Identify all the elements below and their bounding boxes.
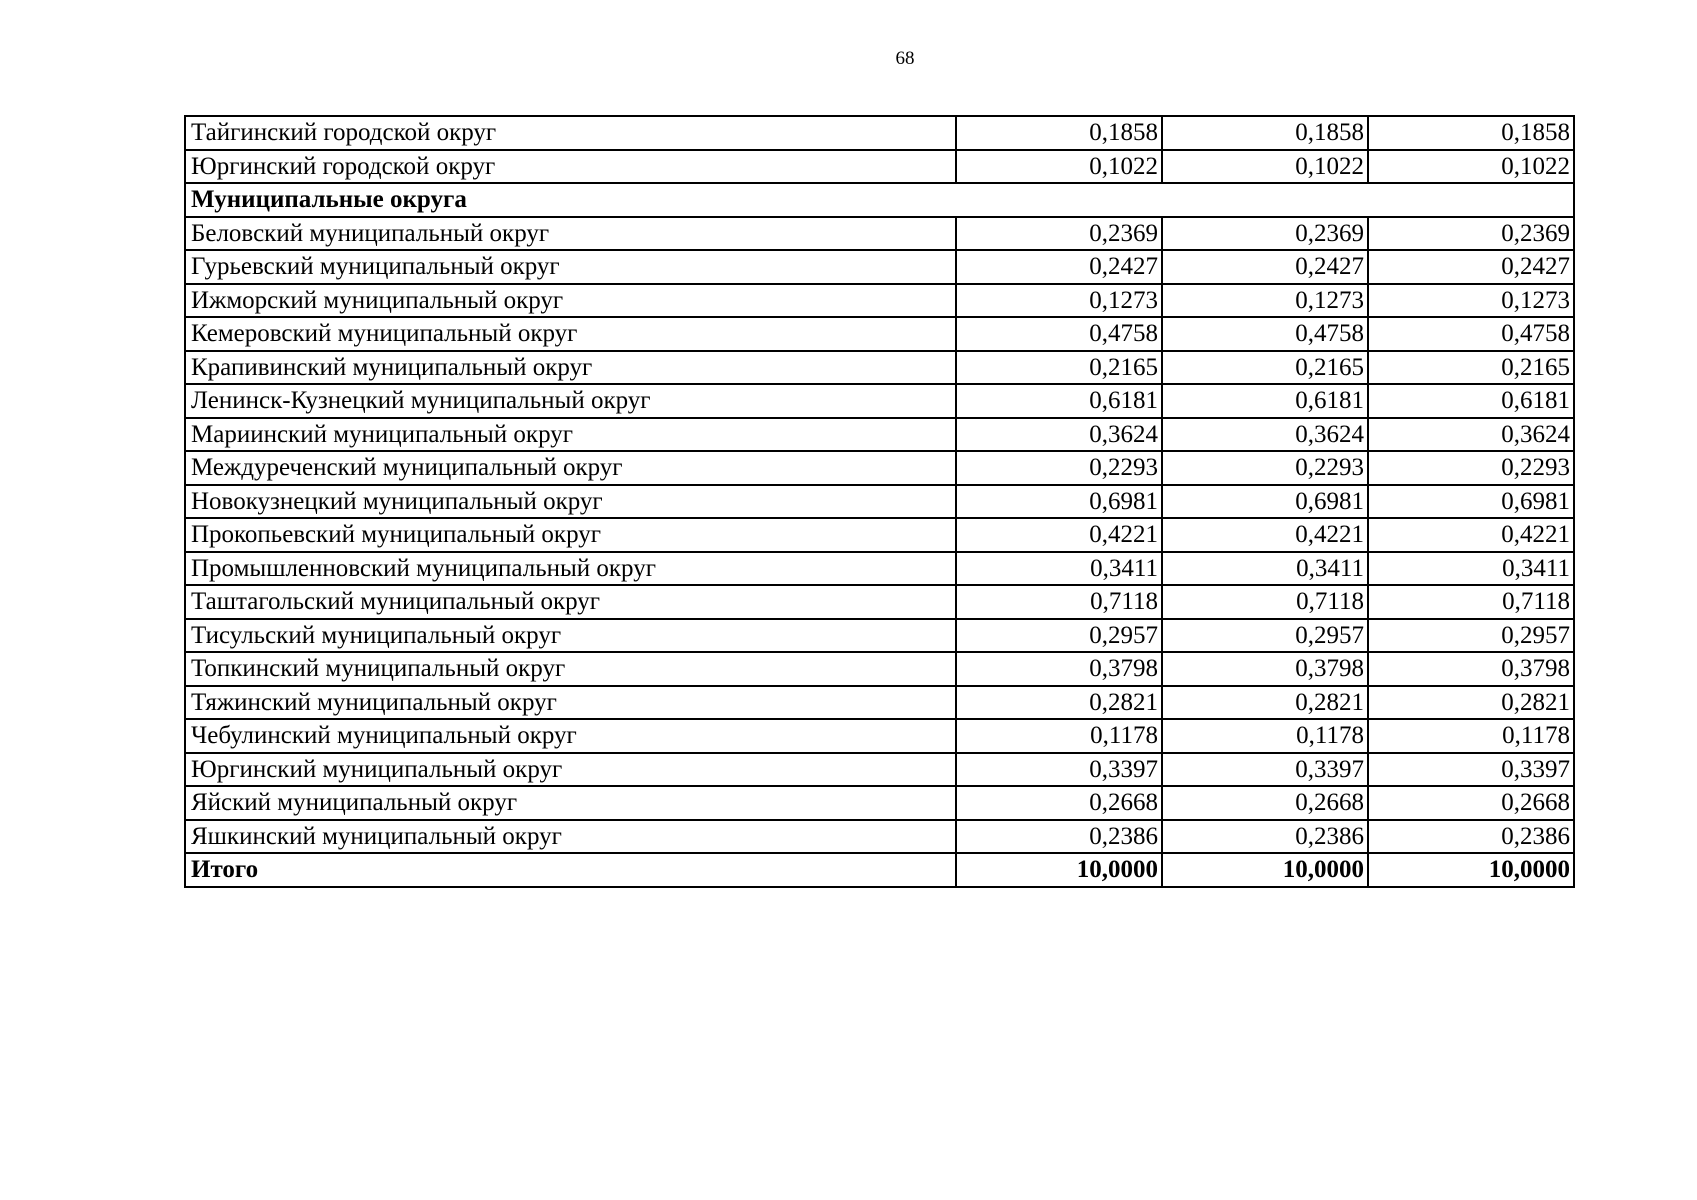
row-value-3: 0,4221 <box>1368 518 1574 552</box>
row-value-3: 0,1022 <box>1368 150 1574 184</box>
table-row <box>185 250 1574 284</box>
row-name: Яйский муниципальный округ <box>185 786 956 820</box>
row-value-1: 0,1022 <box>956 150 1162 184</box>
row-value-1: 0,2668 <box>956 786 1162 820</box>
table-row <box>185 485 1574 519</box>
row-value-2: 0,3624 <box>1162 418 1368 452</box>
row-value-1: 0,2427 <box>956 250 1162 284</box>
row-value-2: 0,1022 <box>1162 150 1368 184</box>
row-value-1: 0,1273 <box>956 284 1162 318</box>
row-value-1: 0,2386 <box>956 820 1162 854</box>
total-value-2: 10,0000 <box>1162 853 1368 887</box>
section-header-row <box>185 183 1574 217</box>
row-name: Промышленновский муниципальный округ <box>185 552 956 586</box>
row-value-2: 0,2293 <box>1162 451 1368 485</box>
row-value-3: 0,2369 <box>1368 217 1574 251</box>
row-value-1: 0,6981 <box>956 485 1162 519</box>
row-name: Междуреченский муниципальный округ <box>185 451 956 485</box>
row-value-2: 0,2165 <box>1162 351 1368 385</box>
row-value-1: 0,2957 <box>956 619 1162 653</box>
row-name: Ленинск-Кузнецкий муниципальный округ <box>185 384 956 418</box>
page-number: 68 <box>895 48 915 69</box>
table-row <box>185 719 1574 753</box>
row-value-1: 0,2369 <box>956 217 1162 251</box>
row-value-3: 0,2427 <box>1368 250 1574 284</box>
row-value-3: 0,3411 <box>1368 552 1574 586</box>
row-name: Беловский муниципальный округ <box>185 217 956 251</box>
row-value-2: 0,2957 <box>1162 619 1368 653</box>
row-value-3: 0,3624 <box>1368 418 1574 452</box>
row-name: Тяжинский муниципальный округ <box>185 686 956 720</box>
row-value-1: 0,2821 <box>956 686 1162 720</box>
table-row <box>185 820 1574 854</box>
row-value-2: 0,2821 <box>1162 686 1368 720</box>
row-name: Топкинский муниципальный округ <box>185 652 956 686</box>
row-value-3: 0,1273 <box>1368 284 1574 318</box>
row-value-2: 0,7118 <box>1162 585 1368 619</box>
row-value-3: 0,2957 <box>1368 619 1574 653</box>
coefficients-table <box>184 115 1575 888</box>
row-value-3: 0,2165 <box>1368 351 1574 385</box>
row-value-1: 0,4758 <box>956 317 1162 351</box>
row-name: Юргинский городской округ <box>185 150 956 184</box>
table-row <box>185 217 1574 251</box>
row-name: Новокузнецкий муниципальный округ <box>185 485 956 519</box>
total-value-1: 10,0000 <box>956 853 1162 887</box>
row-value-3: 0,4758 <box>1368 317 1574 351</box>
row-value-2: 0,1273 <box>1162 284 1368 318</box>
row-name: Ижморский муниципальный округ <box>185 284 956 318</box>
row-name: Крапивинский муниципальный округ <box>185 351 956 385</box>
table-row <box>185 652 1574 686</box>
row-value-3: 0,3397 <box>1368 753 1574 787</box>
total-row <box>185 853 1574 887</box>
row-value-3: 0,1858 <box>1368 116 1574 150</box>
row-name: Прокопьевский муниципальный округ <box>185 518 956 552</box>
table-row <box>185 451 1574 485</box>
row-name: Юргинский муниципальный округ <box>185 753 956 787</box>
row-name: Тайгинский городской округ <box>185 116 956 150</box>
row-value-1: 0,6181 <box>956 384 1162 418</box>
row-name: Гурьевский муниципальный округ <box>185 250 956 284</box>
row-value-2: 0,1178 <box>1162 719 1368 753</box>
row-name: Чебулинский муниципальный округ <box>185 719 956 753</box>
row-value-1: 0,2293 <box>956 451 1162 485</box>
row-value-1: 0,3397 <box>956 753 1162 787</box>
total-label: Итого <box>185 853 956 887</box>
row-value-3: 0,7118 <box>1368 585 1574 619</box>
total-value-3: 10,0000 <box>1368 853 1574 887</box>
row-value-2: 0,6981 <box>1162 485 1368 519</box>
row-value-2: 0,3798 <box>1162 652 1368 686</box>
row-value-2: 0,2668 <box>1162 786 1368 820</box>
table-row <box>185 585 1574 619</box>
row-value-3: 0,6981 <box>1368 485 1574 519</box>
row-value-3: 0,2821 <box>1368 686 1574 720</box>
row-value-2: 0,3397 <box>1162 753 1368 787</box>
row-value-2: 0,1858 <box>1162 116 1368 150</box>
row-value-2: 0,4221 <box>1162 518 1368 552</box>
table-row <box>185 284 1574 318</box>
row-value-3: 0,1178 <box>1368 719 1574 753</box>
table-row <box>185 786 1574 820</box>
table-row <box>185 418 1574 452</box>
row-value-1: 0,7118 <box>956 585 1162 619</box>
row-value-3: 0,2668 <box>1368 786 1574 820</box>
table-row <box>185 317 1574 351</box>
row-name: Мариинский муниципальный округ <box>185 418 956 452</box>
row-value-3: 0,2386 <box>1368 820 1574 854</box>
table-row <box>185 351 1574 385</box>
row-name: Таштагольский муниципальный округ <box>185 585 956 619</box>
row-value-2: 0,4758 <box>1162 317 1368 351</box>
row-value-1: 0,3411 <box>956 552 1162 586</box>
row-name: Яшкинский муниципальный округ <box>185 820 956 854</box>
section-title: Муниципальные округа <box>185 183 1574 217</box>
table-row <box>185 518 1574 552</box>
row-value-1: 0,3798 <box>956 652 1162 686</box>
table-row <box>185 753 1574 787</box>
row-value-1: 0,2165 <box>956 351 1162 385</box>
row-value-2: 0,3411 <box>1162 552 1368 586</box>
row-value-1: 0,3624 <box>956 418 1162 452</box>
row-value-3: 0,6181 <box>1368 384 1574 418</box>
row-value-1: 0,4221 <box>956 518 1162 552</box>
row-value-2: 0,2386 <box>1162 820 1368 854</box>
row-name: Кемеровский муниципальный округ <box>185 317 956 351</box>
table-row <box>185 686 1574 720</box>
table-row <box>185 384 1574 418</box>
table-row <box>185 116 1574 150</box>
table-body <box>185 116 1574 887</box>
row-name: Тисульский муниципальный округ <box>185 619 956 653</box>
table-row <box>185 552 1574 586</box>
row-value-2: 0,2427 <box>1162 250 1368 284</box>
table-row <box>185 619 1574 653</box>
row-value-3: 0,3798 <box>1368 652 1574 686</box>
row-value-2: 0,6181 <box>1162 384 1368 418</box>
row-value-1: 0,1858 <box>956 116 1162 150</box>
row-value-2: 0,2369 <box>1162 217 1368 251</box>
row-value-1: 0,1178 <box>956 719 1162 753</box>
row-value-3: 0,2293 <box>1368 451 1574 485</box>
table-row <box>185 150 1574 184</box>
